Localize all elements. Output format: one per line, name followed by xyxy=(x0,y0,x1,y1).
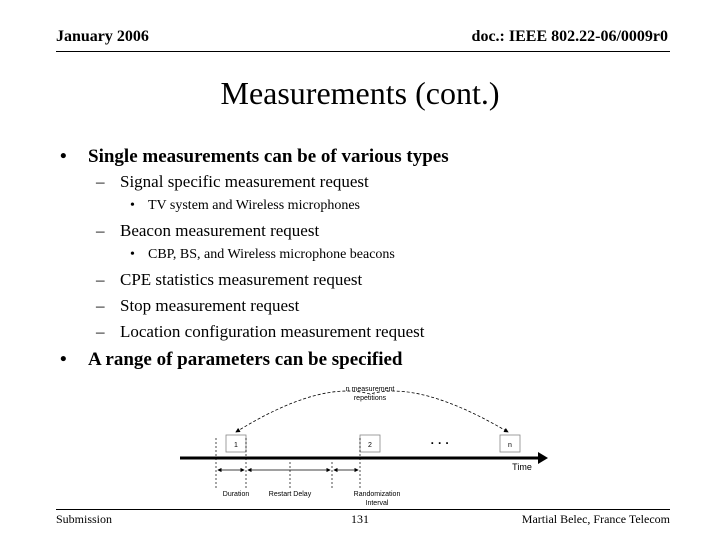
time-axis-arrowhead xyxy=(538,452,548,464)
time-label: Time xyxy=(512,462,532,472)
sub-bullet-text: CPE statistics measurement request xyxy=(120,270,363,289)
measurement-box-label: 2 xyxy=(368,442,372,449)
duration-label: Duration xyxy=(222,491,250,498)
bullet-text: Single measurements can be of various types xyxy=(88,146,449,167)
sub-bullet-text: Beacon measurement request xyxy=(120,221,320,240)
measurement-box-label: n xyxy=(508,442,512,449)
randomization-label: Randomization xyxy=(353,491,401,498)
repetitions-label: n measurement xyxy=(345,386,395,393)
repetitions-label: repetitions xyxy=(353,395,387,402)
measurement-box-label: 1 xyxy=(234,442,238,449)
header-date: January 2006 xyxy=(56,28,149,45)
sub-bullet-text: Location configuration measurement request xyxy=(120,322,425,341)
measurement-timeline-diagram xyxy=(170,380,560,510)
footer-divider xyxy=(56,509,670,510)
ellipsis: · · · xyxy=(430,436,450,450)
footer-author: Martial Belec, France Telecom xyxy=(521,512,670,526)
sub-bullet-text: Signal specific measurement request xyxy=(120,172,369,191)
dash-marker: – xyxy=(96,172,105,191)
header-doc-id: doc.: IEEE 802.22-06/0009r0 xyxy=(471,28,668,45)
bullet-marker: • xyxy=(60,146,67,167)
bullet-marker: • xyxy=(130,198,135,213)
sub-sub-bullet-text: TV system and Wireless microphones xyxy=(148,198,360,213)
dash-marker: – xyxy=(96,270,105,289)
footer-submission: Submission xyxy=(56,512,113,526)
footer-page-number: 131 xyxy=(351,512,369,526)
sub-bullet-text: Stop measurement request xyxy=(120,296,300,315)
bullet-text: A range of parameters can be specified xyxy=(88,349,403,370)
dash-marker: – xyxy=(96,322,105,341)
bullet-marker: • xyxy=(130,247,135,262)
restart-delay-label: Restart Delay xyxy=(268,491,312,498)
dash-marker: – xyxy=(96,296,105,315)
bullet-marker: • xyxy=(60,349,67,370)
header-divider xyxy=(56,51,670,52)
randomization-label: Interval xyxy=(365,500,389,507)
sub-sub-bullet-text: CBP, BS, and Wireless microphone beacons xyxy=(148,247,395,262)
slide-title: Measurements (cont.) xyxy=(220,75,500,111)
dash-marker: – xyxy=(96,221,105,240)
